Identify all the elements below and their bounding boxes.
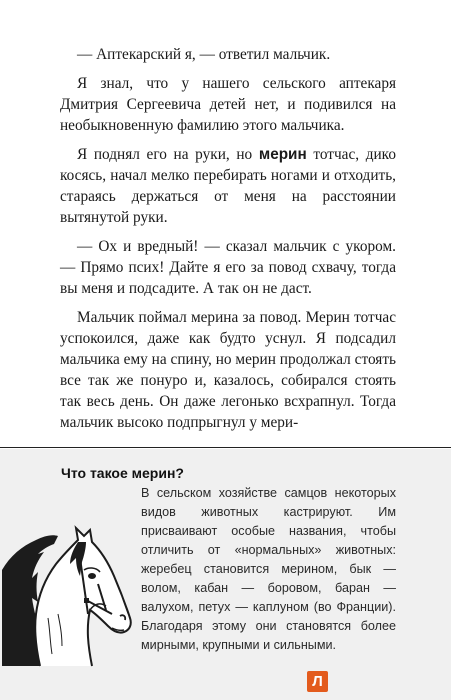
publisher-logo (307, 671, 328, 692)
sidebar-text: В сельском хозяйстве самцов некоторых видов животных кастрируют. Им присваивают особые названия, чтобы отличить от «нормальных» животных: жеребец становится мерином, бык — волом, кабан — боровом, баран — валухом, петух — каплуном (во Франции). Благодаря этому они становятся более мирными, крупными и сильными. (141, 486, 396, 652)
story-paragraph-3-start: Я поднял его на руки, но (77, 146, 259, 163)
story-paragraph-5: Мальчик поймал мерина за повод. Мерин тотчас успокоился, даже как будто уснул. Я подсадил мальчика ему на спину, но мерин продолжал стоять все так же понуро и, казалось, собирался стоять так весь день. Он даже легонько всхрапнул. Тогда мальчик высоко подпрыгнул у мери- (60, 309, 396, 431)
story-paragraph-4: — Ох и вредный! — сказал мальчик с укором. — Прямо псих! Дайте я его за повод схвачу, тогда вы меня и подсадите. А так он не даст. (60, 238, 396, 297)
keyword-merin: мерин (258, 146, 307, 163)
story-text (60, 44, 396, 433)
sidebar-title: Что такое мерин? (61, 465, 184, 481)
story-paragraph-2: Я знал, что у нашего сельского аптекаря Дмитрия Сергеевича детей нет, и подивился на необыкновенную фамилию этого мальчика. (60, 75, 396, 134)
story-paragraph-1: — Аптекарский я, — ответил мальчик. (77, 46, 331, 63)
publisher-logo-letter: Л (312, 673, 323, 690)
story-paragraph-3 (60, 144, 396, 228)
horse-head-illustration (0, 518, 140, 668)
story-paragraph-3-end: тотчас, дико косясь, начал мелко перебирать ногами и отходить, стараясь держаться от меня на расстоянии вытянутой руки. (60, 146, 396, 226)
section-divider (0, 447, 451, 448)
